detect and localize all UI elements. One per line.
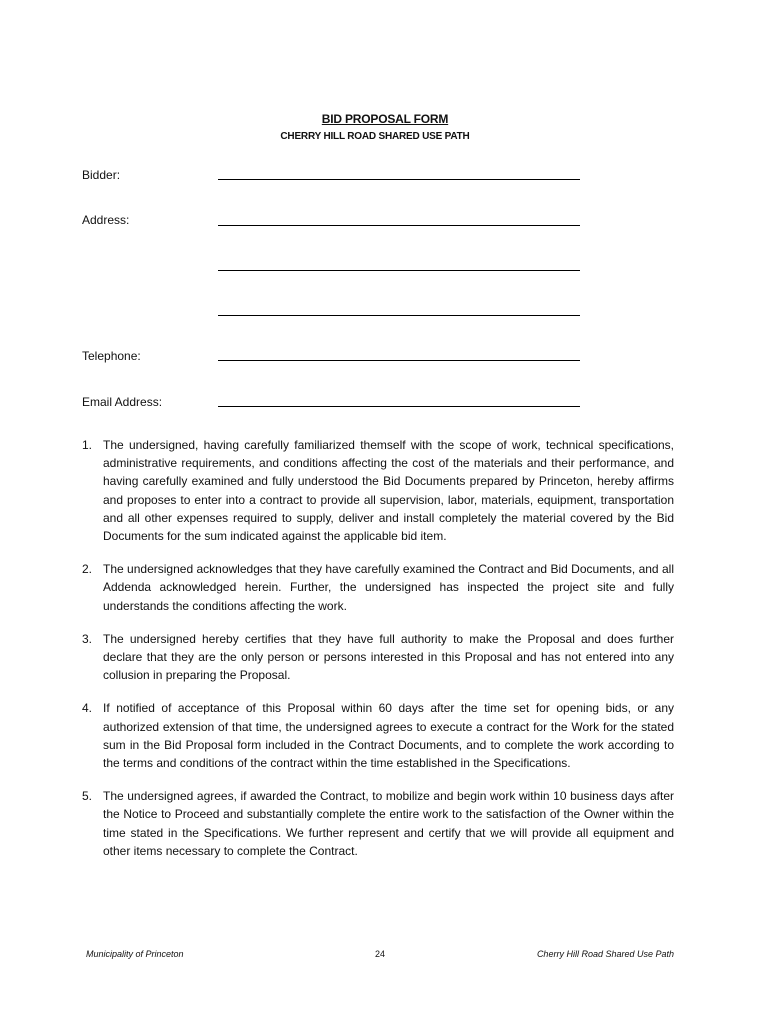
- form-subtitle: CHERRY HILL ROAD SHARED USE PATH: [280, 131, 470, 142]
- terms-item-number: 5.: [82, 789, 93, 804]
- terms-item-text: The undersigned agrees, if awarded the Contract, to mobilize and begin work within 10 business days after the Notice to Proceed and substantially complete the entire work to the satisfaction of the Owner within the time stated in the Specifications. We further represent and certify that we will provide all equipment and other items necessary to complete the Contract.: [103, 789, 674, 858]
- terms-item: [82, 560, 674, 615]
- footer-page-number: 24: [374, 949, 385, 959]
- footer-project-name: Cherry Hill Road Shared Use Path: [536, 949, 674, 959]
- terms-item-text: The undersigned acknowledges that they have carefully examined the Contract and Bid Documents, and all Addenda acknowledged herein. Further, the undersigned has inspected the project site and fully understands the conditions affecting the work.: [103, 562, 674, 613]
- terms-item-text: The undersigned hereby certifies that they have full authority to make the Proposal and does further declare that they are the only person or persons interested in this Proposal and has not entered into any collusion in preparing the Proposal.: [103, 631, 674, 683]
- form-title: BID PROPOSAL FORM: [321, 112, 449, 126]
- terms-item-text: If notified of acceptance of this Proposal within 60 days after the time set for opening bids, or any authorized extension of that time, the undersigned agrees to execute a contract for the Work for the stated sum in the Bid Proposal form included in the Contract Documents, and to complete the work according to the terms and conditions of the contract within the time established in the Specifications.: [103, 701, 674, 771]
- terms-item: [82, 699, 674, 772]
- terms-item-number: 3.: [82, 631, 93, 646]
- address-input-line-2[interactable]: [218, 270, 580, 271]
- telephone-input-line[interactable]: [218, 360, 580, 361]
- terms-item: [82, 630, 674, 685]
- address-input-line-3[interactable]: [218, 315, 580, 316]
- email-input-line[interactable]: [218, 406, 580, 407]
- terms-item-text: The undersigned, having carefully familiarized themself with the scope of work, technical specifications, administrative requirements, and conditions affecting the cost of the materials and their performance, and having carefully examined and fully understood the Bid Documents prepared by Princeton, hereby affirms and proposes to enter into a contract to provide all supervision, labor, materials, equipment, transportation and all other expenses required to supply, deliver and install completely the material covered by the Bid Documents for the sum indicated against the applicable bid item.: [103, 438, 674, 544]
- address-label: Address:: [82, 213, 130, 227]
- terms-item-number: 2.: [82, 562, 93, 577]
- bidder-input-line[interactable]: [218, 179, 580, 180]
- telephone-label: Telephone:: [82, 349, 141, 363]
- terms-list: [82, 436, 674, 875]
- address-input-line-1[interactable]: [218, 225, 580, 226]
- terms-item-number: 1.: [82, 438, 93, 452]
- terms-item: [82, 436, 674, 545]
- footer-municipality: Municipality of Princeton: [86, 949, 184, 959]
- form-title-container: [0, 110, 770, 128]
- terms-item: [82, 787, 674, 860]
- terms-item-number: 4.: [82, 701, 93, 716]
- email-label: Email Address:: [82, 395, 163, 409]
- bidder-label: Bidder:: [82, 168, 121, 182]
